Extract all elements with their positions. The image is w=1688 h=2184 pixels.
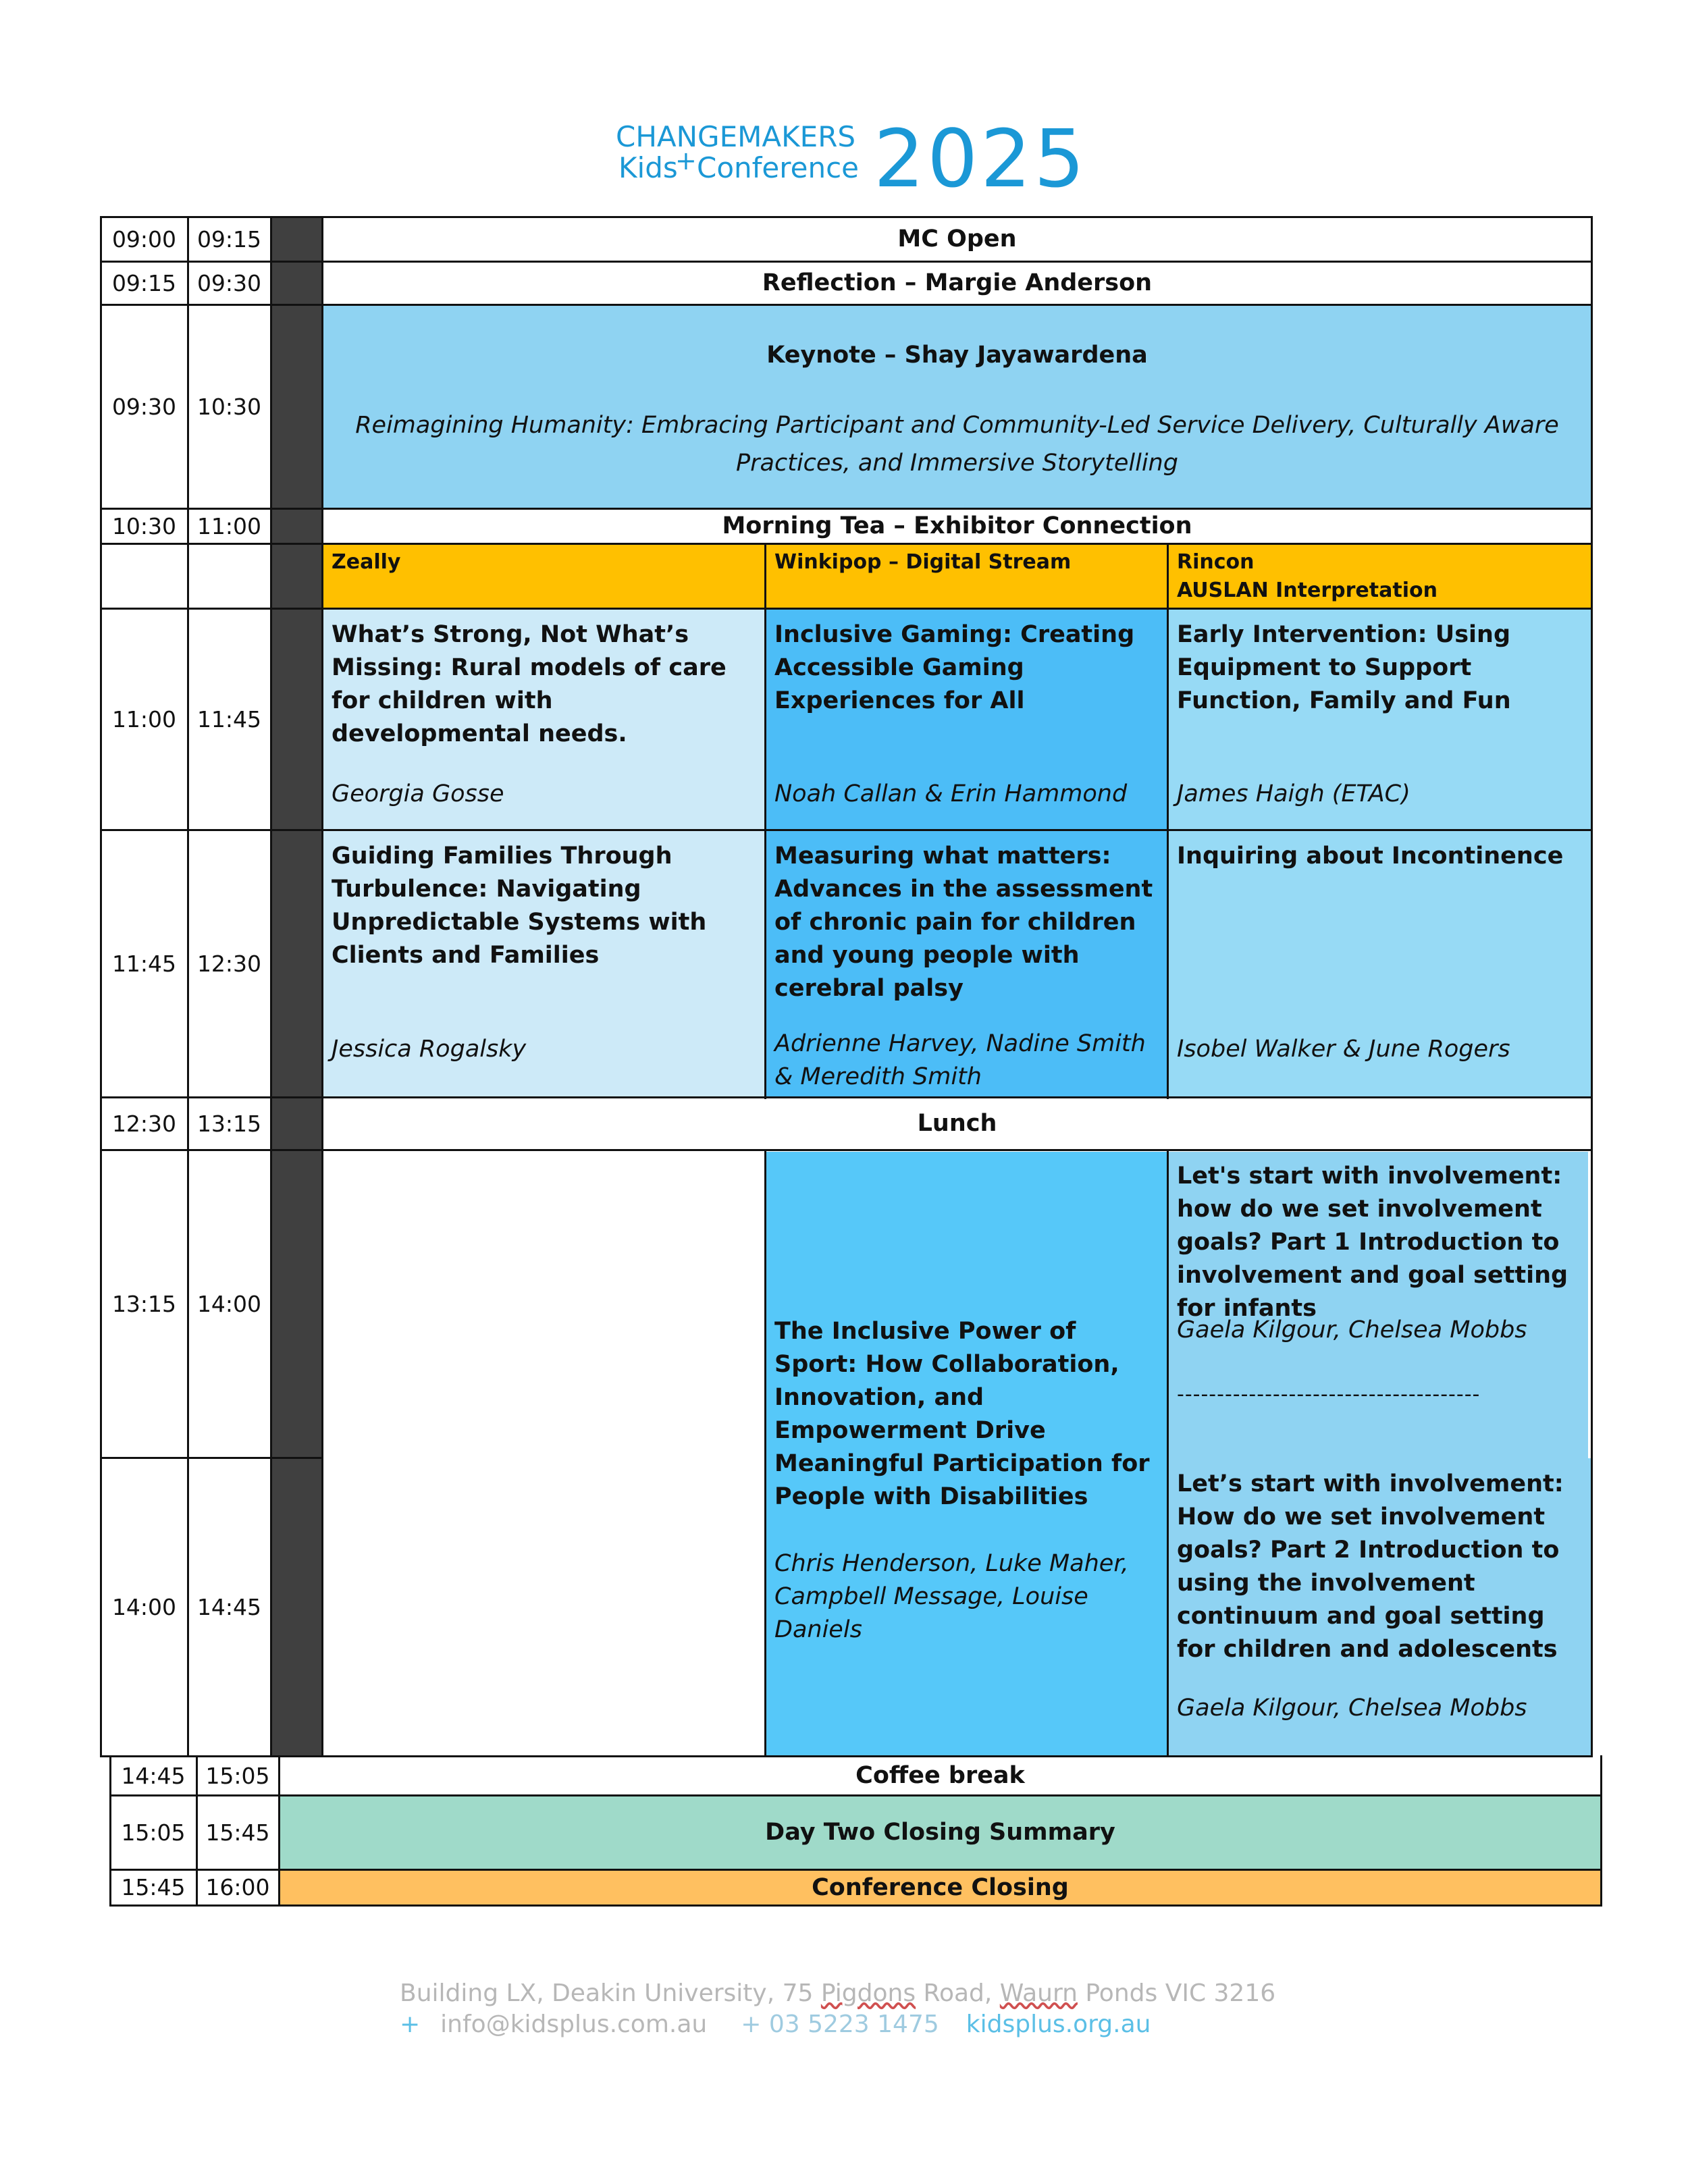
time-end: 15:45 [205, 1819, 270, 1846]
time-start: 14:45 [121, 1762, 186, 1789]
time-end: 15:05 [205, 1762, 270, 1789]
time-start: 09:15 [111, 269, 177, 296]
session-card [1169, 1150, 1588, 1458]
time-end: 12:30 [196, 950, 262, 977]
session-speaker: James Haigh (ETAC) [1177, 780, 1410, 807]
time-start: 10:30 [111, 512, 177, 539]
bottom-table-right [1600, 1755, 1602, 1907]
plus-icon: + [400, 2010, 421, 2038]
time-start: 11:45 [111, 950, 177, 977]
session-title: What’s Strong, Not What’s Missing: Rural models of care for children with developmental needs. [332, 621, 727, 747]
session-speaker: Gaela Kilgour, Chelsea Mobbs [1177, 1695, 1527, 1722]
session-title: Guiding Families Through Turbulence: Navigating Unpredictable Systems with Clients and Families [332, 843, 707, 969]
time-end: 13:15 [196, 1110, 262, 1137]
session-card [323, 830, 764, 1096]
closing-summary-title: Day Two Closing Summary [765, 1819, 1115, 1846]
time-start: 12:30 [111, 1110, 177, 1137]
footer-contact [400, 2010, 1151, 2038]
session-speaker: Gaela Kilgour, Chelsea Mobbs [1177, 1316, 1527, 1343]
session-card [766, 830, 1167, 1096]
time-end: 14:45 [196, 1593, 262, 1620]
session-speaker: Jessica Rogalsky [332, 1036, 527, 1063]
stream-rincon-note: AUSLAN Interpretation [1177, 579, 1438, 602]
time-end: 09:15 [196, 225, 262, 252]
session-speaker: Chris Henderson, Luke Maher, Campbell Message, Louise Daniels [774, 1550, 1129, 1643]
stream-rincon-name: Rincon [1177, 550, 1255, 574]
time-start: 09:00 [111, 225, 177, 252]
time-start: 15:45 [121, 1874, 186, 1900]
address-text: Road, [916, 1979, 1000, 2007]
footer-website[interactable]: kidsplus.org.au [966, 2010, 1151, 2038]
time-end: 16:00 [205, 1874, 270, 1900]
session-card [1169, 1458, 1591, 1755]
session-title: Early Intervention: Using Equipment to Support Function, Family and Fun [1177, 621, 1511, 714]
dark-bar-upper [271, 217, 323, 1755]
session-card [766, 1150, 1167, 1755]
conference-closing-title: Conference Closing [812, 1873, 1069, 1901]
address-text: Ponds VIC 3216 [1077, 1979, 1276, 2007]
keynote-title: Keynote – Shay Jayawardena [766, 342, 1148, 369]
keynote-block [323, 305, 1591, 508]
logo-kids: Kids [618, 151, 678, 184]
time-end: 09:30 [196, 269, 262, 296]
time-start: 11:00 [111, 705, 177, 733]
stream-header-zeally: Zeally [332, 550, 401, 574]
stream-header-winkipop: Winkipop – Digital Stream [774, 550, 1072, 574]
mc-open-title: MC Open [897, 225, 1017, 252]
col-divider-2 [270, 217, 272, 1757]
morning-tea-title: Morning Tea – Exhibitor Connection [722, 512, 1192, 539]
time-start: 09:30 [111, 393, 177, 420]
stream-header-rincon [1169, 544, 1591, 608]
session-speaker: Isobel Walker & June Rogers [1177, 1036, 1510, 1063]
time-end: 10:30 [196, 393, 262, 420]
time-end: 14:00 [196, 1290, 262, 1317]
session-title: Let's start with involvement: how do we set involvement goals? Part 1 Introduction to involvement and goal setting for infants [1177, 1163, 1568, 1322]
logo-plus: + [675, 146, 697, 176]
bottom-row-line [109, 1905, 1602, 1907]
time-start: 14:00 [111, 1593, 177, 1620]
footer-phone: + 03 5223 1475 [741, 2010, 939, 2038]
logo-changemakers: CHANGEMAKERS [616, 120, 856, 153]
logo-year: 2025 [874, 112, 1088, 205]
session-title: Inclusive Gaming: Creating Accessible Gaming Experiences for All [774, 621, 1135, 714]
address-text: Pigdons [820, 1979, 916, 2007]
session-card [1169, 609, 1591, 829]
session-divider: -------------------------------------- [1177, 1383, 1481, 1406]
logo-conference: Conference [697, 151, 860, 184]
session-card [766, 609, 1167, 829]
session-title: Measuring what matters: Advances in the assessment of chronic pain for children and young people with cerebral palsy [774, 843, 1153, 1002]
conference-logo [616, 112, 1088, 205]
session-title: Inquiring about Incontinence [1177, 843, 1564, 870]
table-border-right [1591, 217, 1593, 1757]
keynote-subtitle: Reimagining Humanity: Embracing Participant and Community-Led Service Delivery, Culturally Aware Practices, and Immersive Storytelling [355, 412, 1559, 477]
session-card [323, 609, 764, 829]
session-card [1169, 830, 1591, 1096]
time-start: 13:15 [111, 1290, 177, 1317]
lunch-title: Lunch [917, 1110, 997, 1137]
time-end: 11:00 [196, 512, 262, 539]
footer-address [400, 1979, 1275, 2007]
session-speaker: Adrienne Harvey, Nadine Smith & Meredith Smith [774, 1030, 1146, 1090]
address-text: Building LX, Deakin University, 75 [400, 1979, 821, 2007]
session-title: Let’s start with involvement: How do we set involvement goals? Part 2 Introduction to using the involvement continuum and goal setting for children and adolescents [1177, 1470, 1564, 1663]
coffee-break-title: Coffee break [855, 1762, 1025, 1789]
session-title: The Inclusive Power of Sport: How Collaboration, Innovation, and Empowerment Drive Meaningful Participation for People with Disabilities [774, 1318, 1150, 1510]
address-text: Waurn [999, 1979, 1078, 2007]
session-speaker: Noah Callan & Erin Hammond [774, 780, 1128, 807]
time-end: 11:45 [196, 705, 262, 733]
session-speaker: Georgia Gosse [332, 780, 504, 807]
time-start: 15:05 [121, 1819, 186, 1846]
footer-email[interactable]: info@kidsplus.com.au [440, 2010, 708, 2038]
reflection-title: Reflection – Margie Anderson [762, 269, 1153, 296]
